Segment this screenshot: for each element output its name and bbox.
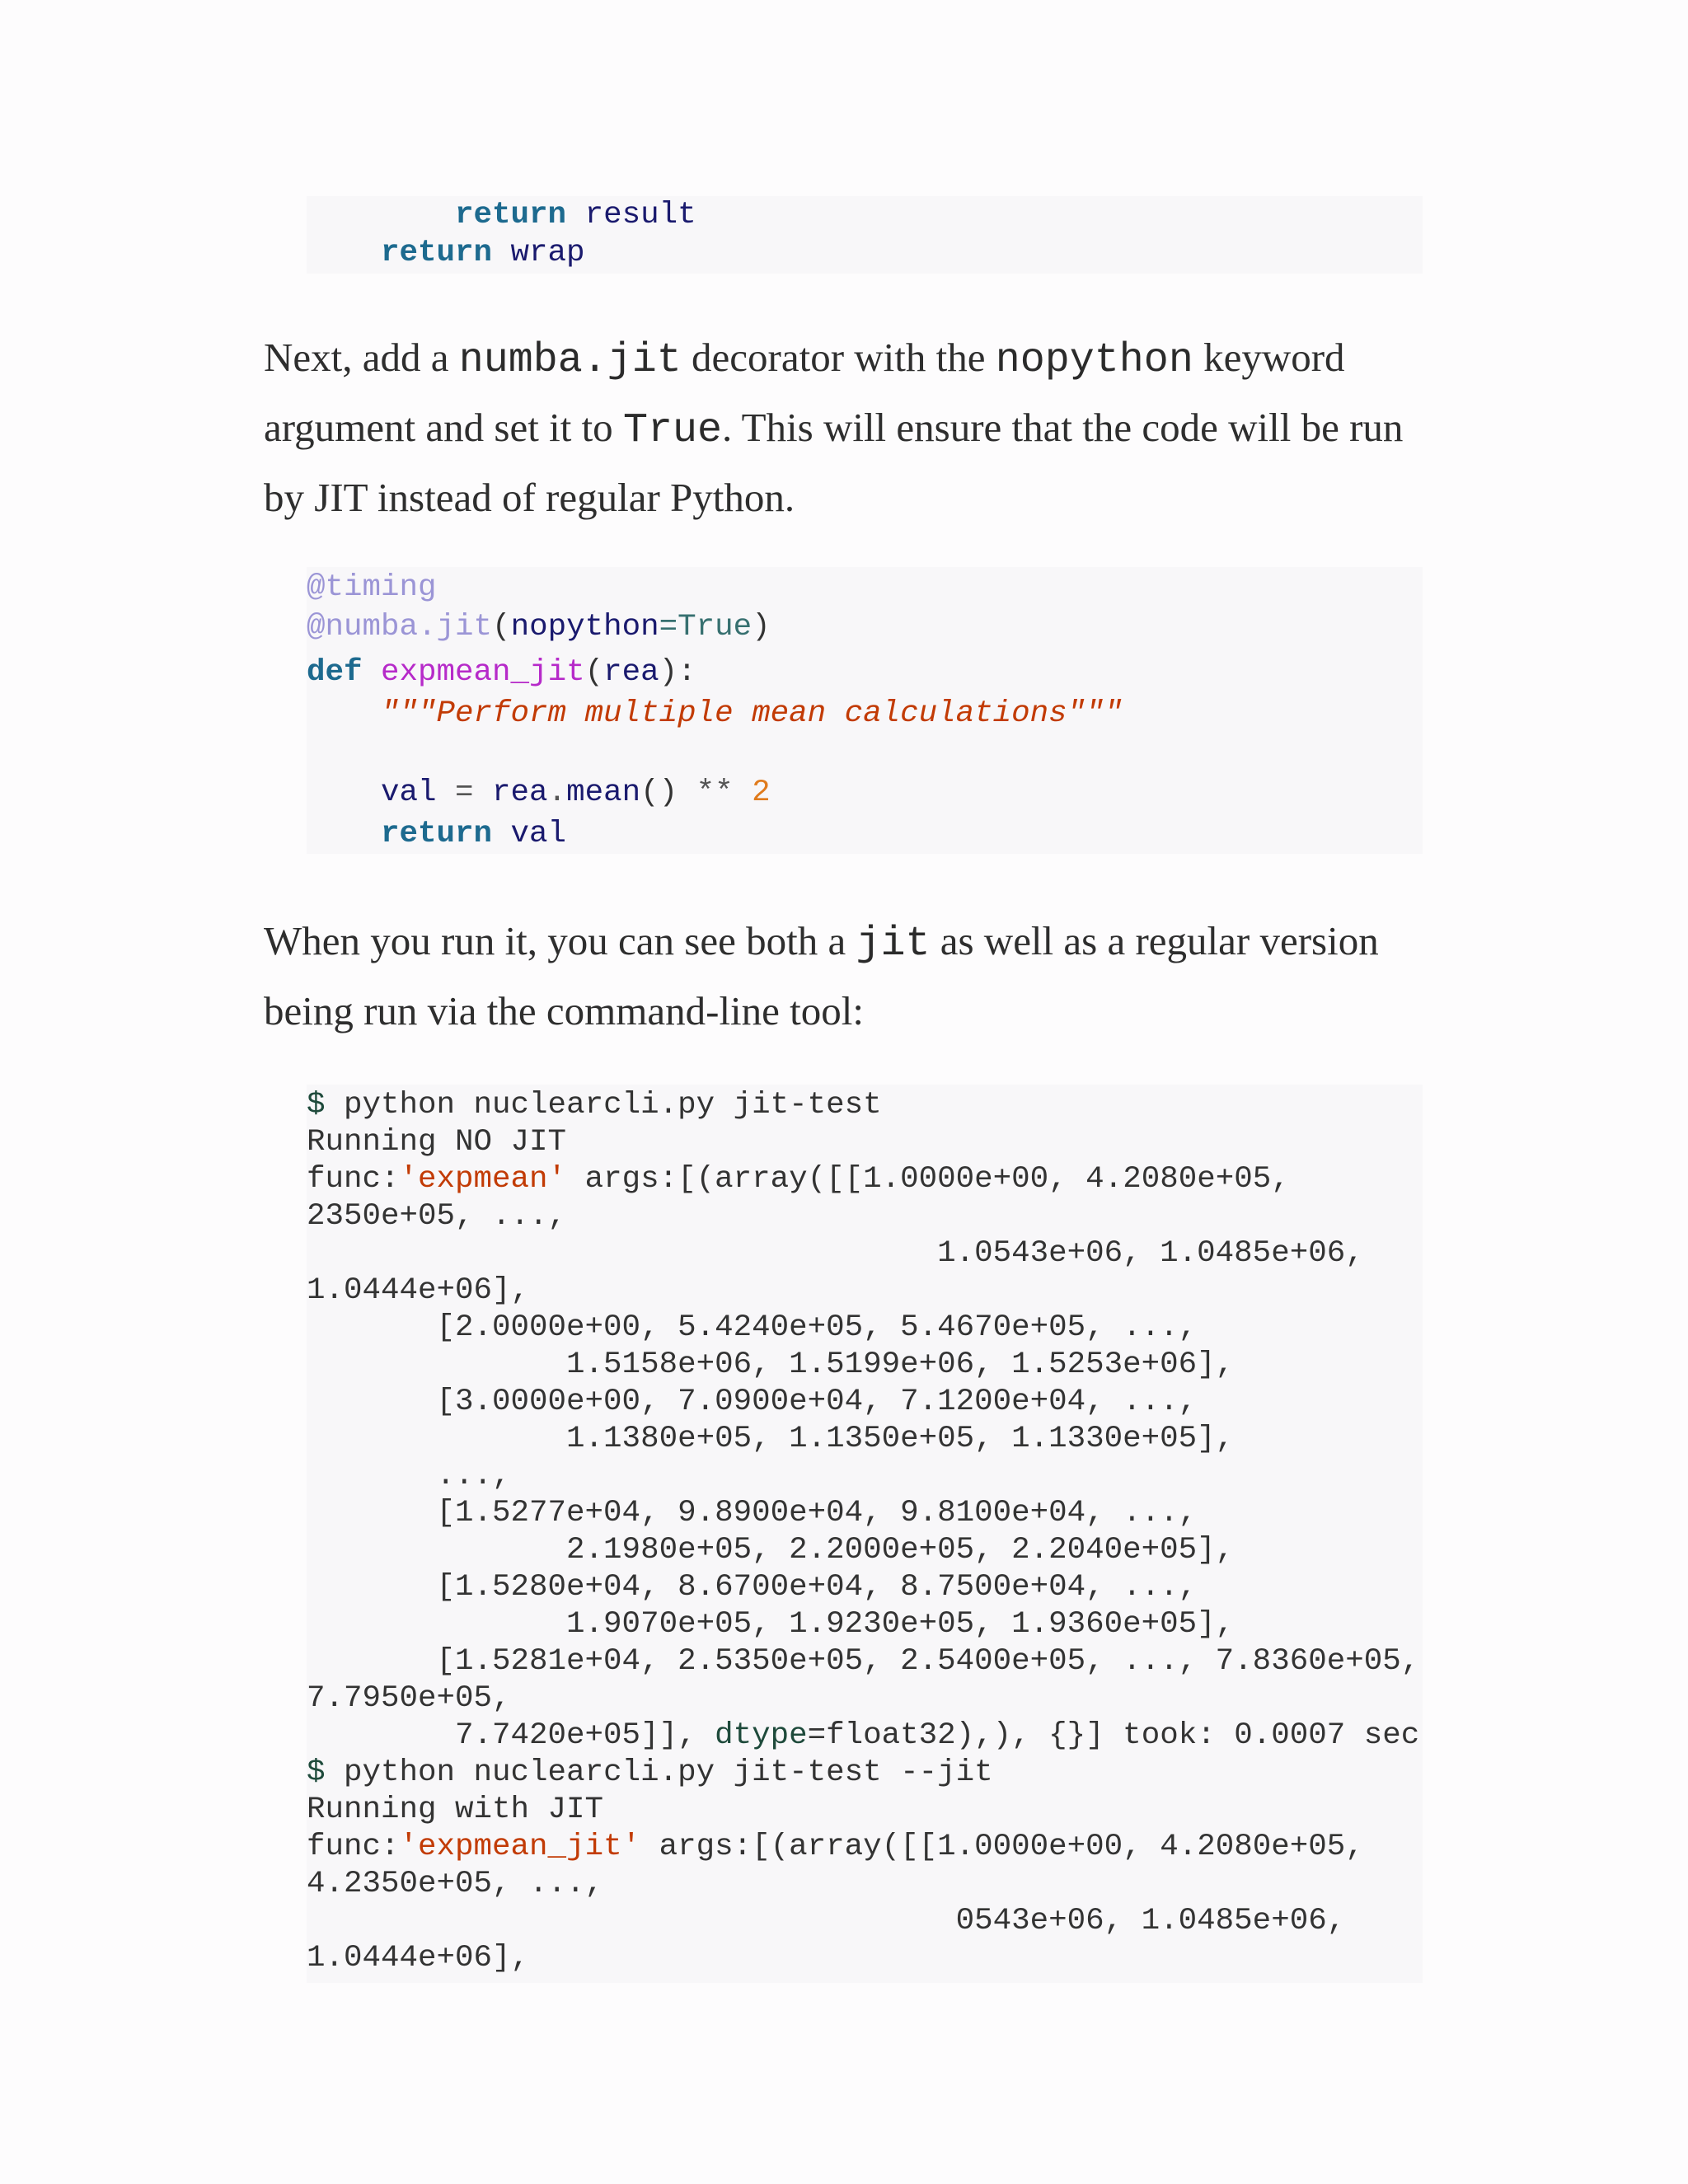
code-line: def expmean_jit(rea): — [307, 655, 696, 690]
function-name: expmean_jit — [381, 655, 585, 690]
keyword: return — [381, 236, 493, 270]
inline-code: numba.jit — [458, 337, 682, 384]
terminal-line: ..., — [307, 1459, 511, 1493]
code-line: return result — [455, 198, 696, 232]
keyword: return — [455, 198, 567, 232]
code-line: val = rea.mean() ** 2 — [381, 776, 771, 810]
terminal-line: 1.5158e+06, 1.5199e+06, 1.5253e+06], — [307, 1347, 1235, 1382]
keyword: return — [381, 817, 493, 851]
code-block-top — [307, 196, 1423, 274]
inline-code: nopython — [995, 337, 1193, 384]
code-block-expmean-jit — [307, 567, 1423, 854]
terminal-line: [2.0000e+00, 5.4240e+05, 5.4670e+05, ..., — [307, 1310, 1198, 1345]
terminal-line: 1.0444e+06], — [307, 1273, 530, 1308]
code-line — [307, 569, 437, 607]
terminal-line: $ python nuclearcli.py jit-test — [307, 1088, 882, 1122]
keyword: def — [307, 655, 363, 690]
terminal-line: func:'expmean_jit' args:[(array([[1.0000e+00, 4.2080e+05, — [307, 1830, 1364, 1864]
paragraph-numba-jit: Next, add a numba.jit decorator with the nopython keyword argument and set it to True. This will ensure that the code will be run by JIT instead of regular Python. — [264, 335, 1404, 520]
terminal-line: [1.5277e+04, 9.8900e+04, 9.8100e+04, ..., — [307, 1496, 1198, 1530]
terminal-line: 1.0543e+06, 1.0485e+06, — [307, 1236, 1364, 1271]
docstring: """Perform multiple mean calculations""" — [381, 696, 1123, 731]
terminal-output-block — [307, 1085, 1423, 1983]
terminal-line: 2.1980e+05, 2.2000e+05, 2.2040e+05], — [307, 1533, 1235, 1568]
prompt-symbol: $ — [307, 1755, 326, 1790]
decorator: @numba.jit — [307, 610, 493, 644]
terminal-line: 2350e+05, ..., — [307, 1199, 567, 1234]
terminal-line: 1.0444e+06], — [307, 1941, 530, 1975]
code-line — [307, 695, 1123, 733]
paragraph-run-jit: When you run it, you can see both a jit as well as a regular version being run via the command-line tool: — [264, 918, 1379, 1033]
inline-code: True — [622, 407, 722, 454]
code-line: @numba.jit(nopython=True) — [307, 610, 771, 644]
decorator: @timing — [307, 570, 437, 605]
terminal-line: $ python nuclearcli.py jit-test --jit — [307, 1755, 993, 1790]
code-line: return val — [381, 817, 567, 851]
code-line: return wrap — [381, 236, 585, 270]
terminal-line: Running with JIT — [307, 1793, 604, 1827]
terminal-line: [1.5281e+04, 2.5350e+05, 2.5400e+05, ..., 7.8360e+05, — [307, 1644, 1420, 1679]
terminal-line: 7.7420e+05]], dtype=float32),), {}] took: 0.0007 sec — [307, 1718, 1420, 1753]
terminal-line: Running NO JIT — [307, 1125, 567, 1160]
terminal-line: 1.9070e+05, 1.9230e+05, 1.9360e+05], — [307, 1607, 1235, 1642]
terminal-line: func:'expmean' args:[(array([[1.0000e+00, 4.2080e+05, — [307, 1162, 1290, 1197]
terminal-line: 1.1380e+05, 1.1350e+05, 1.1330e+05], — [307, 1422, 1235, 1456]
terminal-line: [1.5280e+04, 8.6700e+04, 8.7500e+04, ..., — [307, 1570, 1198, 1605]
terminal-line: 0543e+06, 1.0485e+06, — [307, 1904, 1346, 1938]
terminal-line: 7.7950e+05, — [307, 1681, 511, 1716]
terminal-line: 4.2350e+05, ..., — [307, 1867, 604, 1901]
inline-code: jit — [856, 921, 931, 968]
terminal-line: [3.0000e+00, 7.0900e+04, 7.1200e+04, ..., — [307, 1385, 1198, 1419]
prompt-symbol: $ — [307, 1088, 326, 1122]
